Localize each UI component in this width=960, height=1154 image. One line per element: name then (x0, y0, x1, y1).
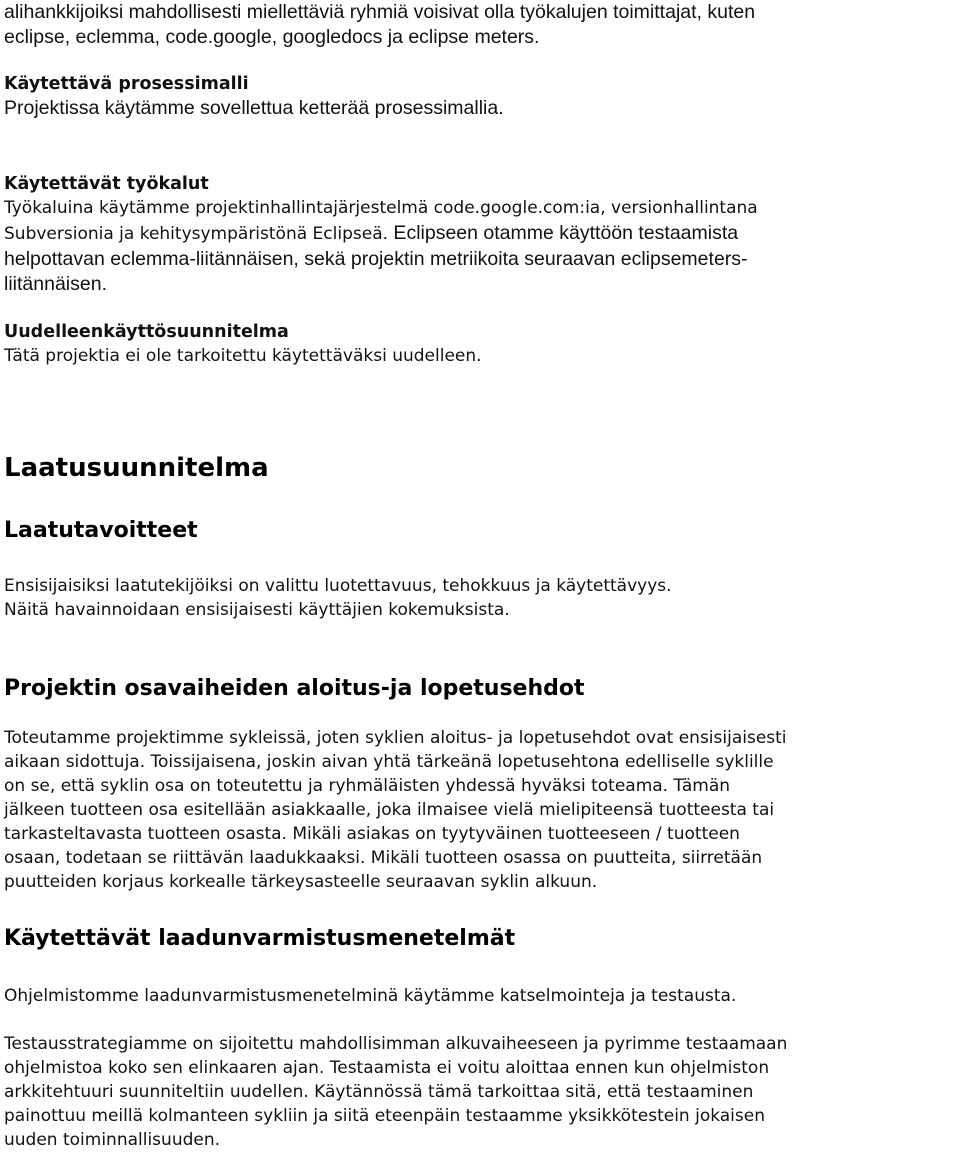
quality-goals-line-1: Ensisijaisiksi laatutekijöiksi on valittu luotettavuus, tehokkuus ja käytettävyys. (4, 576, 672, 596)
phase-criteria-text (4, 726, 787, 894)
tools-line-3: helpottavan eclemma-liitännäisen, sekä projektin metriikoita seuraavan eclipsemeters- (4, 248, 748, 270)
qa-methods-para-2 (4, 1032, 787, 1152)
tools-line-2 (4, 220, 758, 247)
qa-methods-line: arkkitehtuuri suunniteltiin uudellen. Käytännössä tämä tarkoittaa sitä, että testaaminen (4, 1082, 754, 1102)
process-model-section (4, 72, 504, 121)
phase-criteria-line: aikaan sidottuja. Toissijaisena, joskin aivan yhtä tärkeänä lopetusehtona edelliselle syklille (4, 752, 774, 772)
tools-line-1: Työkaluina käytämme projektinhallintajärjestelmä code.google.com:ia, versionhallintana (4, 198, 758, 218)
tools-intro-line-1: alihankkijoiksi mahdollisesti miellettäviä ryhmiä voisivat olla työkalujen toimittajat, kuten (4, 1, 756, 23)
quality-goals-line-2: Näitä havainnoidaan ensisijaisesti käyttäjien kokemuksista. (4, 600, 510, 620)
phase-criteria-heading: Projektin osavaiheiden aloitus-ja lopetusehdot (4, 676, 585, 701)
reuse-heading: Uudelleenkäyttösuunnitelma (4, 322, 289, 342)
qa-methods-line: ohjelmistoa koko sen elinkaaren ajan. Testaamista ei voitu aloittaa ennen kun ohjelmiston (4, 1058, 770, 1078)
tools-intro (4, 0, 755, 50)
tools-line-2a: Subversionia ja kehitysympäristönä Eclipseä. (4, 224, 389, 244)
tools-line-2b: Eclipseen otamme käyttöön testaamista (388, 222, 739, 244)
phase-criteria-line: puutteiden korjaus korkealle tärkeysasteelle seuraavan syklin alkuun. (4, 872, 598, 892)
phase-criteria-line: Toteutamme projektimme sykleissä, joten syklien aloitus- ja lopetusehdot ovat ensisijaisesti (4, 728, 787, 748)
quality-plan-title: Laatusuunnitelma (4, 453, 269, 483)
quality-goals-text (4, 574, 672, 622)
qa-methods-para-1: Ohjelmistomme laadunvarmistusmenetelminä käytämme katselmointeja ja testausta. (4, 986, 737, 1006)
process-model-heading: Käytettävä prosessimalli (4, 74, 249, 94)
phase-criteria-line: jälkeen tuotteen osa esitellään asiakkaalle, joka ilmaisee vielä mielipiteensä tuotteesta tai (4, 800, 775, 820)
process-model-text: Projektissa käytämme sovellettua ketterää prosessimallia. (4, 97, 504, 119)
phase-criteria-line: tarkasteltavasta tuotteen osasta. Mikäli asiakas on tyytyväinen tuotteeseen / tuotteen (4, 824, 740, 844)
reuse-section (4, 320, 482, 368)
qa-methods-line: uuden toiminnallisuuden. (4, 1130, 221, 1150)
reuse-text: Tätä projektia ei ole tarkoitettu käytettäväksi uudelleen. (4, 346, 482, 366)
quality-goals-heading: Laatutavoitteet (4, 518, 198, 543)
tools-heading: Käytettävät työkalut (4, 174, 209, 194)
tools-line-4: liitännäisen. (4, 273, 107, 295)
qa-methods-heading: Käytettävät laadunvarmistusmenetelmät (4, 926, 516, 951)
tools-intro-line-2: eclipse, eclemma, code.google, googledocs ja eclipse meters. (4, 26, 540, 48)
qa-methods-line: painottuu meillä kolmanteen sykliin ja siitä eteenpäin testaamme yksikkötestein jokaisen (4, 1106, 765, 1126)
phase-criteria-line: osaan, todetaan se riittävän laadukkaaksi. Mikäli tuotteen osassa on puutteita, siirretään (4, 848, 763, 868)
qa-methods-line: Testausstrategiamme on sijoitettu mahdollisimman alkuvaiheeseen ja pyrimme testaamaan (4, 1034, 788, 1054)
tools-section (4, 172, 758, 297)
phase-criteria-line: on se, että syklin osa on toteutettu ja ryhmäläisten yhdessä hyväksi toteama. Tämän (4, 776, 731, 796)
